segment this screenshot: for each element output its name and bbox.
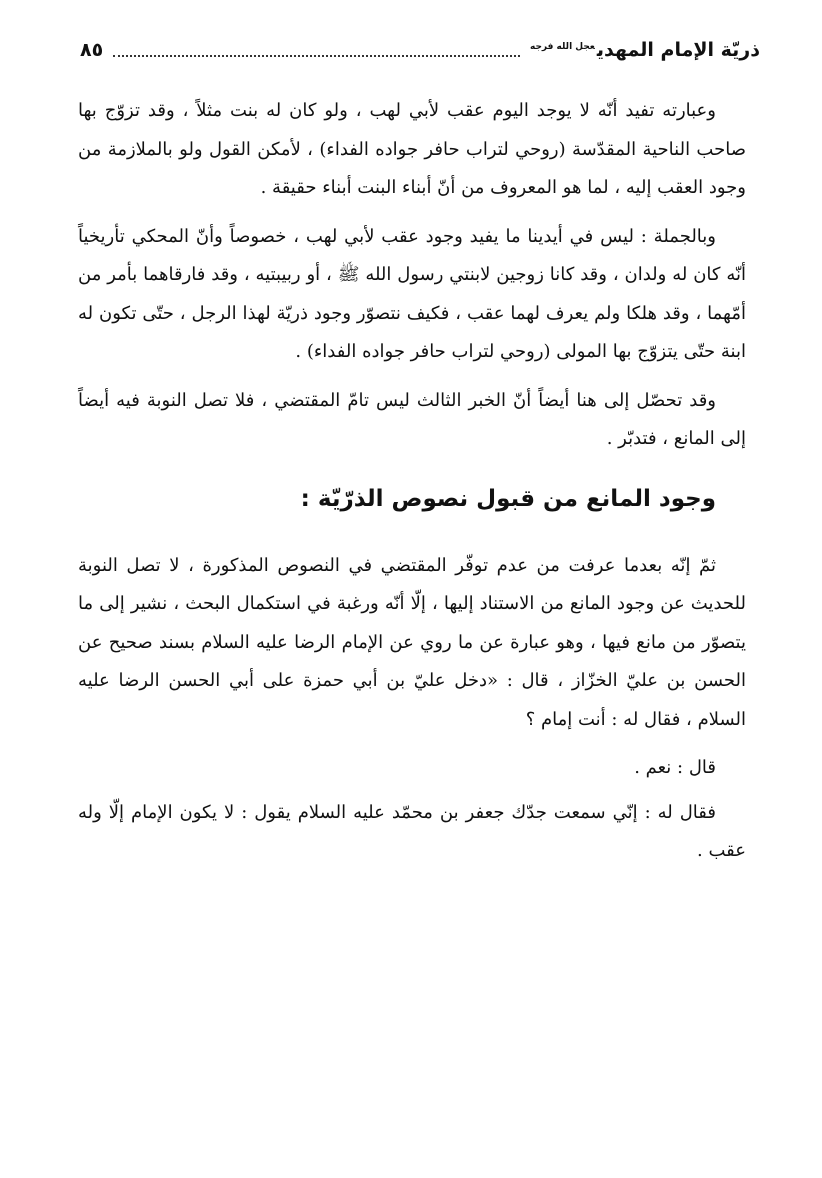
paragraph-6: فقال له : إنّي سمعت جدّك جعفر بن محمّد عليه السلام يقول : لا يكون الإمام إلّا وله عقب . [78, 801, 746, 861]
dotted-leader [113, 55, 520, 57]
section-heading: وجود المانع من قبول نصوص الذرّيّة : [300, 485, 716, 512]
running-title-text: ذريّة الإمام المهدي [596, 39, 760, 61]
paragraph-5: قال : نعم . [634, 757, 716, 778]
running-title [530, 39, 760, 61]
paragraph-4: ثمّ إنّه بعدما عرفت من عدم توفّر المقتضي في النصوص المذكورة ، لا تصل النوبة للحديث عن وجود المانع من الاستناد إليها ، إلّا أنّه ورغبة في استكمال البحث ، نشير إلى ما يتصوّر من مانع فيها ، وهو عبارة عن ما روي عن الإمام الرضا عليه السلام بسند صحيح عن الحسن بن عليّ الخزّاز ، قال : «دخل عليّ بن أبي حمزة على أبي الحسن الرضا عليه السلام ، فقال له : أنت إمام ؟ [78, 554, 746, 730]
page-header [80, 34, 760, 66]
page-number: ٨٥ [80, 39, 104, 61]
honorific-glyph: عجل الله فرجه [529, 41, 595, 52]
paragraph-3: وقد تحصّل إلى هنا أيضاً أنّ الخبر الثالث ليس تامّ المقتضي ، فلا تصل النوبة فيه أيضاً إلى المانع ، فتدبّر . [78, 389, 746, 449]
paragraph-1: وعبارته تفيد أنّه لا يوجد اليوم عقب لأبي لهب ، ولو كان له بنت مثلاً ، وقد تزوّج بها صاحب الناحية المقدّسة (روحي لتراب حافر جواده الفداء) ، لأمكن القول ولو بالملازمة من وجود العقب إليه ، لما هو المعروف من أنّ أبناء البنت أبناء حقيقة . [78, 100, 746, 198]
paragraph-2: وبالجملة : ليس في أيدينا ما يفيد وجود عقب لأبي لهب ، خصوصاً وأنّ المحكي تأريخياً أنّه كان له ولدان ، وقد كانا زوجين لابنتي رسول الله ﷺ ، أو ربيبتيه ، وقد فارقاهما بأمر من أمّهما ، وقد هلكا ولم يعرف لهما عقب ، فكيف نتصوّر وجود ذريّة لهذا الرجل ، حتّى تكون له ابنة حتّى يتزوّج بها المولى (روحي لتراب حافر جواده الفداء) . [78, 225, 746, 362]
page-body [78, 92, 746, 881]
